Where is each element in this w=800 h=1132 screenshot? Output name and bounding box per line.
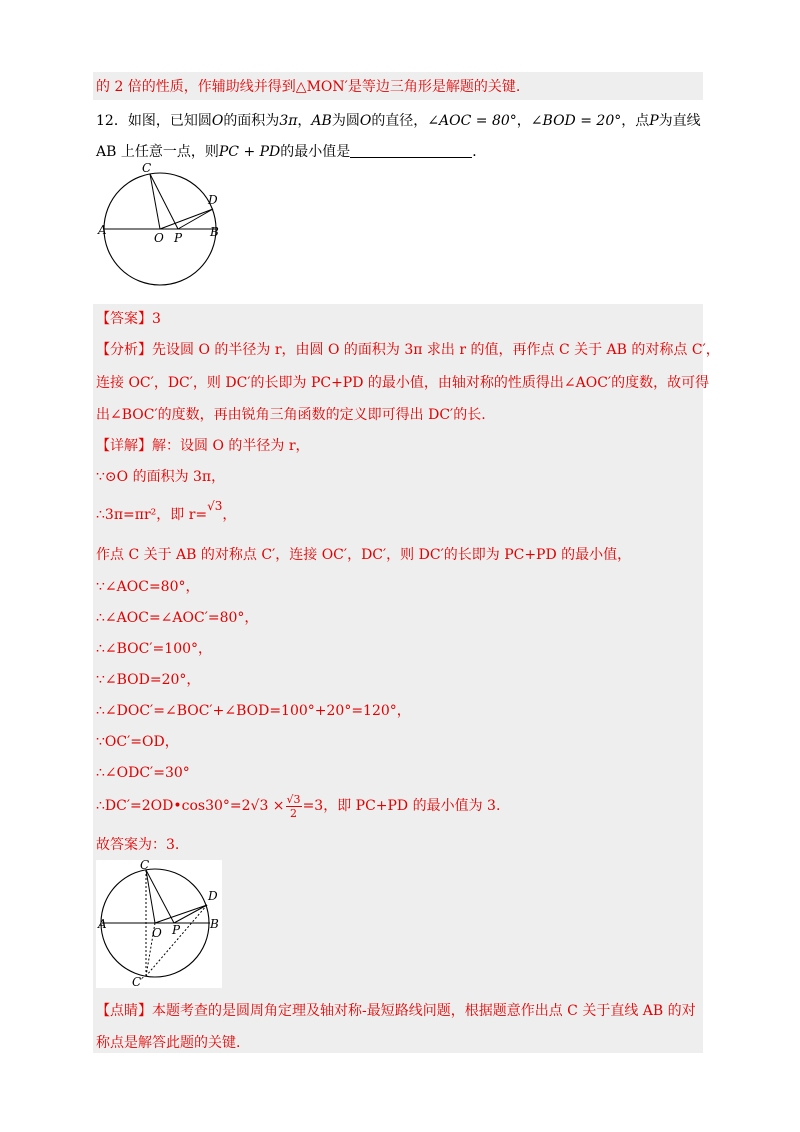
label-p: P: [172, 923, 181, 937]
label-o: O: [154, 231, 164, 245]
detail-tag: 【详解】: [96, 438, 152, 454]
analysis-line-3: 出∠BOC′的度数，再由锐角三角函数的定义即可得出 DC′的长.: [96, 407, 486, 423]
label-a: A: [98, 223, 107, 237]
comment-line-1: 【点睛】本题考查的是圆周角定理及轴对称-最短路线问题，根据题意作出点 C 关于直线 AB 的对: [96, 1003, 696, 1019]
label-o: O: [152, 926, 162, 940]
circle-figure-1: [98, 161, 228, 286]
detail-step-1: ∵⊙O 的面积为 3π，: [96, 469, 226, 485]
analysis-line-1: 【分析】先设圆 O 的半径为 r，由圆 O 的面积为 3π 求出 r 的值，再作点 C 关于 AB 的对称点 C′，: [96, 342, 720, 358]
question-line-2: AB 上任意一点，则PC + PD的最小值是 ．: [96, 144, 487, 160]
label-d: D: [208, 889, 218, 903]
question-number: 12．: [96, 113, 128, 129]
label-p: P: [174, 231, 183, 245]
analysis-tag: 【分析】: [96, 342, 152, 358]
detail-step-9: ∵OC′=OD，: [96, 734, 179, 750]
label-b: B: [210, 917, 219, 931]
detail-step-10: ∴∠ODC′=30°: [96, 765, 190, 781]
question-line-1: 12．如图，已知圆O的面积为3π，AB为圆O的直径，∠AOC = 80°，∠BOD = 20°，点P为直线: [96, 113, 701, 129]
label-d: D: [208, 193, 218, 207]
answer-value: 3: [152, 311, 161, 327]
comment-tag: 【点睛】: [96, 1003, 152, 1019]
comment-line-2: 称点是解答此题的关键.: [96, 1035, 241, 1051]
conclusion: 故答案为：3.: [96, 837, 180, 853]
detail-step-8: ∴∠DOC′=∠BOC′+∠BOD=100°+20°=120°，: [96, 703, 411, 719]
detail-step-4: ∵∠AOC=80°，: [96, 579, 200, 595]
circle-figure-2: [96, 860, 222, 988]
previous-note: 的 2 倍的性质，作辅助线并得到△MON′是等边三角形是解题的关键.: [96, 79, 521, 95]
answer-blank: [350, 143, 472, 158]
detail-step-11: ∴DC′=2OD•cos30°=2√3 × $\frac{√3}{2}$ =3，即 PC+PD 的最小值为 3.: [96, 792, 501, 820]
answer-line: [96, 310, 161, 328]
detail-step-2: ∴3π=πr²，即 r=√3，: [96, 499, 237, 523]
label-c-prime: C′: [132, 975, 144, 989]
detail-intro: 【详解】解：设圆 O 的半径为 r，: [96, 438, 310, 454]
label-b: B: [210, 225, 219, 239]
label-a: A: [98, 917, 107, 931]
sqrt3: √3: [207, 499, 223, 513]
detail-step-3: 作点 C 关于 AB 的对称点 C′，连接 OC′，DC′，则 DC′的长即为 PC+PD 的最小值，: [96, 547, 632, 563]
fraction-sqrt3-over-2: $\frac{√3}{2}$: [286, 792, 301, 820]
detail-step-6: ∴∠BOC′=100°，: [96, 641, 213, 657]
label-c: C: [142, 161, 152, 175]
detail-step-5: ∴∠AOC=∠AOC′=80°，: [96, 610, 259, 626]
detail-step-7: ∵∠BOD=20°，: [96, 672, 201, 688]
label-c: C: [140, 858, 150, 872]
answer-tag: 【答案】: [96, 311, 152, 327]
analysis-line-2: 连接 OC′，DC′，则 DC′的长即为 PC+PD 的最小值，由轴对称的性质得出∠AOC′的度数，故可得: [96, 375, 710, 391]
